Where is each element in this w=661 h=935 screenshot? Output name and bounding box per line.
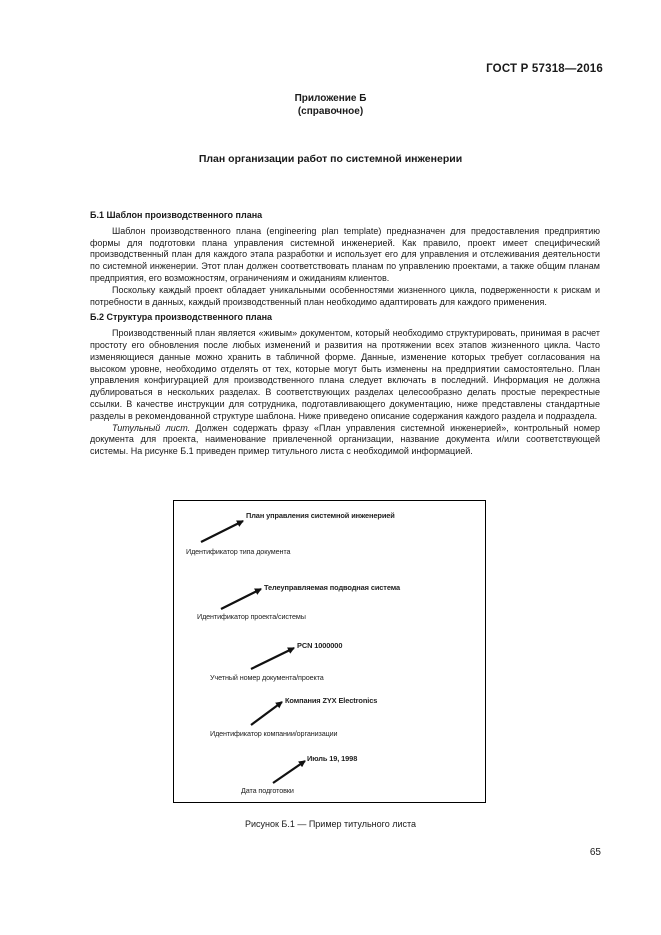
date-label: Дата подготовки — [241, 786, 294, 795]
document-title: План организации работ по системной инженерии — [198, 153, 463, 165]
standard-header: ГОСТ Р 57318—2016 — [486, 63, 603, 75]
appendix-heading — [0, 92, 661, 118]
account-number-value: PCN 1000000 — [297, 641, 343, 650]
arrow-account-number — [251, 648, 294, 669]
doc-type-value: План управления системной инженерией — [246, 511, 395, 520]
paragraph: Поскольку каждый проект обладает уникальными особенностями жизненного цикла, подверженности к рискам и потребности в данных, каждый производственный план необходимо адаптировать для каждого применения. — [90, 284, 600, 307]
title-page-example-figure — [173, 500, 486, 803]
section-heading-b1: Б.1 Шаблон производственного плана — [90, 210, 263, 220]
title-page-paragraph — [90, 423, 600, 458]
section-heading-b2: Б.2 Структура производственного плана — [90, 312, 273, 323]
system-label: Идентификатор проекта/системы — [197, 612, 306, 621]
body-text — [90, 210, 600, 458]
arrow-doc-type — [201, 521, 243, 542]
account-number-label: Учетный номер документа/проекта — [210, 673, 324, 682]
date-value: Июль 19, 1998 — [307, 754, 358, 763]
title-page-term: Титульный лист. — [112, 422, 191, 433]
company-label: Идентификатор компании/организации — [210, 729, 338, 738]
arrow-company — [251, 702, 282, 725]
figure-caption: Рисунок Б.1 — Пример титульного листа — [244, 819, 417, 829]
arrow-system — [221, 589, 261, 609]
appendix-title: Приложение Б — [294, 93, 367, 104]
page-number: 65 — [589, 847, 601, 858]
system-value: Телеуправляемая подводная система — [264, 583, 401, 592]
company-value: Компания ZYX Electronics — [285, 696, 378, 705]
paragraph: Шаблон производственного плана (engineering plan template) предназначен для предоставления предприятию формы для подготовки плана управления системной инженерией. Как правило, проект имеет специфический производственный план для каждого этапа разработки и использует его для управления и отслеживания деятельности по системной инженерии. Этот план должен соответствовать планам по управлению проектами, а также общим планам предприятия, его возможностям, ограничениям и ожиданиям клиентов. — [90, 225, 600, 283]
arrow-date — [273, 761, 305, 783]
paragraph: Производственный план является «живым» документом, который необходимо структурировать, принимая в расчет простоту его обновления после любых изменений и развития на протяжении всех этапов жизненного цикла. Часто изменяющиеся данные можно хранить в табличной форме. Данные, изменение которых требует согласования на высоком уровне, необходимо отделять от тех, которые могут быть изменены на предприятии самостоятельно. План управления конфигурацией для производственного плана следует включать в последний. Информация не должна дублироваться в нескольких разделах. В соответствующих разделах целесообразно делать простые перекрестные ссылки. В качестве инструкции для сотрудника, подготавливающего документацию, ниже представлены стандартные разделы в рекомендованной структуре шаблона. Ниже приведено описание содержания каждого раздела и подраздела. — [90, 328, 600, 421]
appendix-subtitle: (справочное) — [297, 106, 364, 117]
title-page-text: Должен содержать фразу «План управления системной инженерией», контрольный номер документа для проекта, наименование привлеченной организации, название документа и/или соответствующей системы. На рисунке Б.1 приведен пример титульного листа с необходимой информацией. — [90, 422, 600, 457]
doc-type-label: Идентификатор типа документа — [186, 547, 291, 556]
